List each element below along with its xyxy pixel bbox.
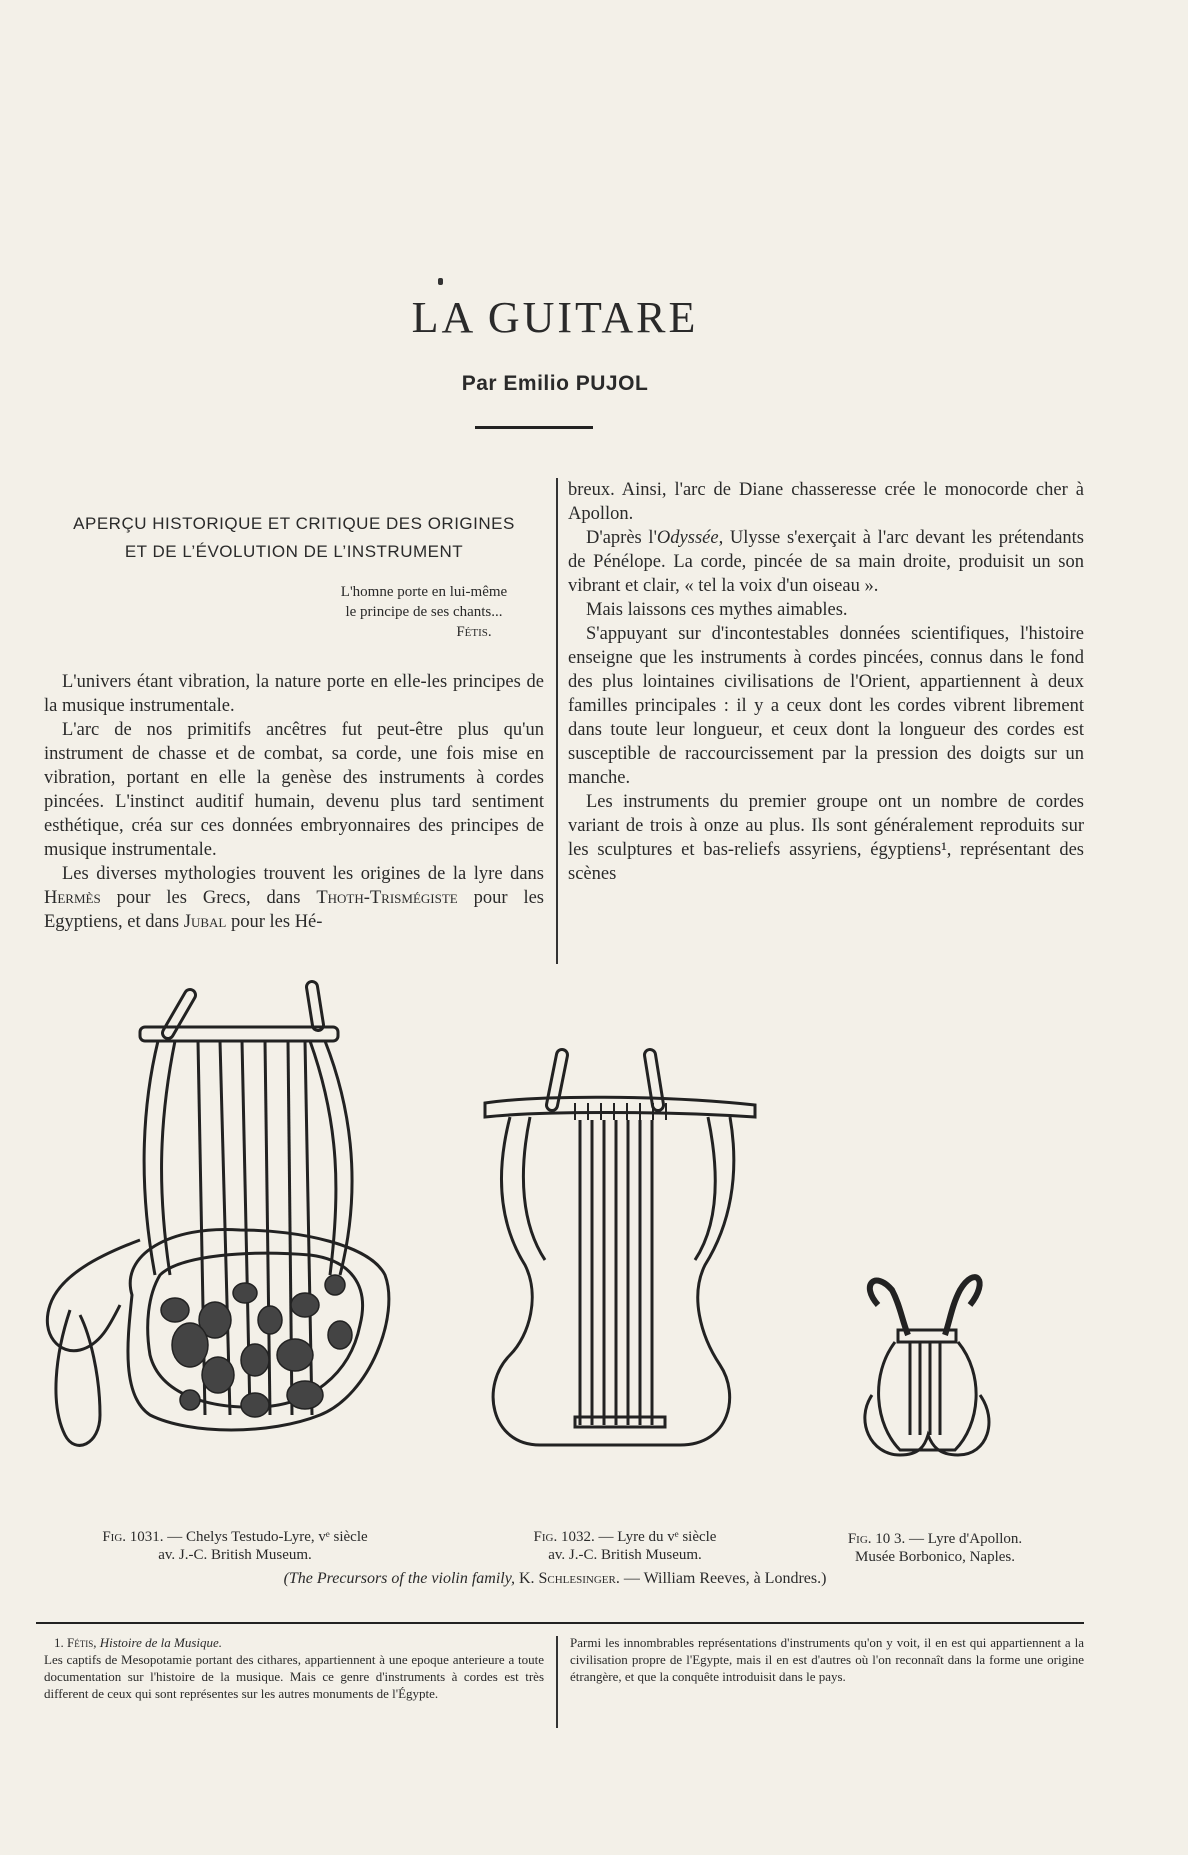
paragraph: Les instruments du premier groupe ont un nombre de cordes variant de trois à onze au plus. Ils sont généralement reproduits sur les sculptures et bas-reliefs assyriens, égyptiens¹, représentant des scènes — [568, 792, 1084, 884]
footnote-left — [44, 1634, 544, 1702]
footnote-divider — [556, 1636, 558, 1728]
text-run: pour les Egyptiens, et dans — [44, 888, 544, 932]
paragraph — [568, 526, 1084, 598]
figure-1032-caption — [475, 1528, 775, 1564]
byline: Par Emilio PUJOL — [461, 372, 649, 395]
caption-text: — Lyre d'Apollon. — [905, 1531, 1023, 1547]
section-heading — [44, 510, 544, 566]
footnote-right: Parmi les innombrables représentations d'instruments qu'on y voit, il en est qui appartiennent a la civilisation propre de l'Egypte, mais il en est d'autres où l'on reconnaît dans la forme une origine étrangère, et que la conquête introduisit dans le pays. — [570, 1635, 1084, 1684]
caption-line — [805, 1530, 1065, 1548]
credit-publisher: — William Reeves, à Londres.) — [619, 1570, 827, 1587]
epigraph-author: Fétis. — [456, 624, 492, 640]
epigraph-line2: le principe de ses chants... — [345, 604, 503, 620]
footnote-text: Les captifs de Mesopotamie portant des cithares, appartiennent à une epoque anterieure a toute documentation sur l'histoire de la musique. Mais ce genre d'instruments à cordes est très different de ceux qui sont représentes sur les autres monuments de l'Égypte. — [44, 1652, 544, 1701]
epigraph — [294, 582, 554, 642]
paragraph — [44, 862, 544, 934]
title-odyssee: Odyssée, — [656, 528, 724, 548]
footnote-reference — [54, 1634, 544, 1651]
footnote-rule — [36, 1622, 1084, 1624]
paragraph: breux. Ainsi, l'arc de Diane chasseresse crée le monocorde cher à Apollon. — [568, 480, 1084, 524]
figure-1033-apollo-lyre — [865, 1277, 989, 1455]
ink-dot — [438, 278, 443, 285]
figure-1033-caption — [805, 1530, 1065, 1566]
caption-line — [40, 1528, 430, 1546]
name-jubal: Jubal — [183, 912, 227, 932]
text-run: pour les Grecs, dans — [100, 888, 317, 908]
name-hermes: Hermès — [44, 888, 101, 908]
paragraph: L'univers étant vibration, la nature porte en elle-les principes de la musique instrumentale. — [44, 672, 544, 716]
caption-line — [475, 1528, 775, 1546]
figure-1031-chelys — [47, 987, 389, 1445]
text-run: pour les Hé- — [226, 912, 323, 932]
figure-credit — [0, 1570, 1110, 1588]
article-title: LA GUITARE — [411, 293, 699, 342]
paragraph: S'appuyant sur d'incontestables données scientifiques, l'histoire enseigne que les instruments à cordes pincées, connus dans le fond des plus lointaines civilisations de l'Orient, appartiennent à deux familles principales : il y a ceux dont les cordes vibrent librement dans toute leur longueur, et ceux dont la longueur des cordes est susceptible de raccourcissement par la pression des doigts sur un manche. — [568, 624, 1084, 788]
figure-number: Fig. 1032. — [533, 1529, 595, 1545]
figure-number: Fig. 10 3. — [847, 1531, 906, 1547]
caption-text: — Lyre du vᵉ siècle — [594, 1529, 717, 1545]
caption-text: — Chelys Testudo-Lyre, vᵉ siècle — [163, 1529, 368, 1545]
left-column — [44, 510, 544, 934]
text-run: D'après l' — [586, 528, 657, 548]
section-heading-line2: ET DE L’ÉVOLUTION DE L’INSTRUMENT — [124, 542, 464, 561]
footnote-title: Histoire de la Musique. — [96, 1635, 223, 1650]
text-run: Les diverses mythologies trouvent les origines de la lyre dans — [62, 864, 544, 884]
figure-1032-lyre — [485, 1055, 755, 1445]
footnote-number: 1. Fétis, — [54, 1635, 97, 1650]
byline-rule — [475, 426, 593, 429]
credit-author: K. Schlesinger. — [514, 1570, 620, 1587]
section-heading-line1: APERÇU HISTORIQUE ET CRITIQUE DES ORIGINES — [73, 514, 515, 533]
caption-line: av. J.-C. British Museum. — [548, 1547, 702, 1563]
column-divider — [556, 478, 558, 964]
paragraph: Mais laissons ces mythes aimables. — [586, 600, 848, 620]
caption-line: av. J.-C. British Museum. — [158, 1547, 312, 1563]
epigraph-line1: L'homne porte en lui-même — [340, 584, 508, 600]
name-thoth: Thoth-Trismégiste — [316, 888, 458, 908]
credit-title: (The Precursors of the violin family, — [283, 1570, 515, 1587]
right-column — [568, 478, 1084, 886]
figure-1031-caption — [40, 1528, 430, 1564]
text-run: Ulysse s'exerçait à l'arc devant les prétendants de Pénélope. La corde, pincée de sa main droite, produisit un son vibrant et clair, « tel la voix d'un oiseau ». — [568, 528, 1084, 596]
paragraph: L'arc de nos primitifs ancêtres fut peut-être plus qu'un instrument de chasse et de combat, sa corde, une fois mise en vibration, portant en elle la genèse des instruments à cordes pincées. L'instinct auditif humain, devenu plus tard sentiment esthétique, créa sur ces données embryonnaires des principes de musique instrumentale. — [44, 720, 544, 860]
figure-number: Fig. 1031. — [102, 1529, 164, 1545]
lyre-illustrations — [40, 975, 1100, 1535]
caption-line: Musée Borbonico, Naples. — [855, 1549, 1015, 1565]
